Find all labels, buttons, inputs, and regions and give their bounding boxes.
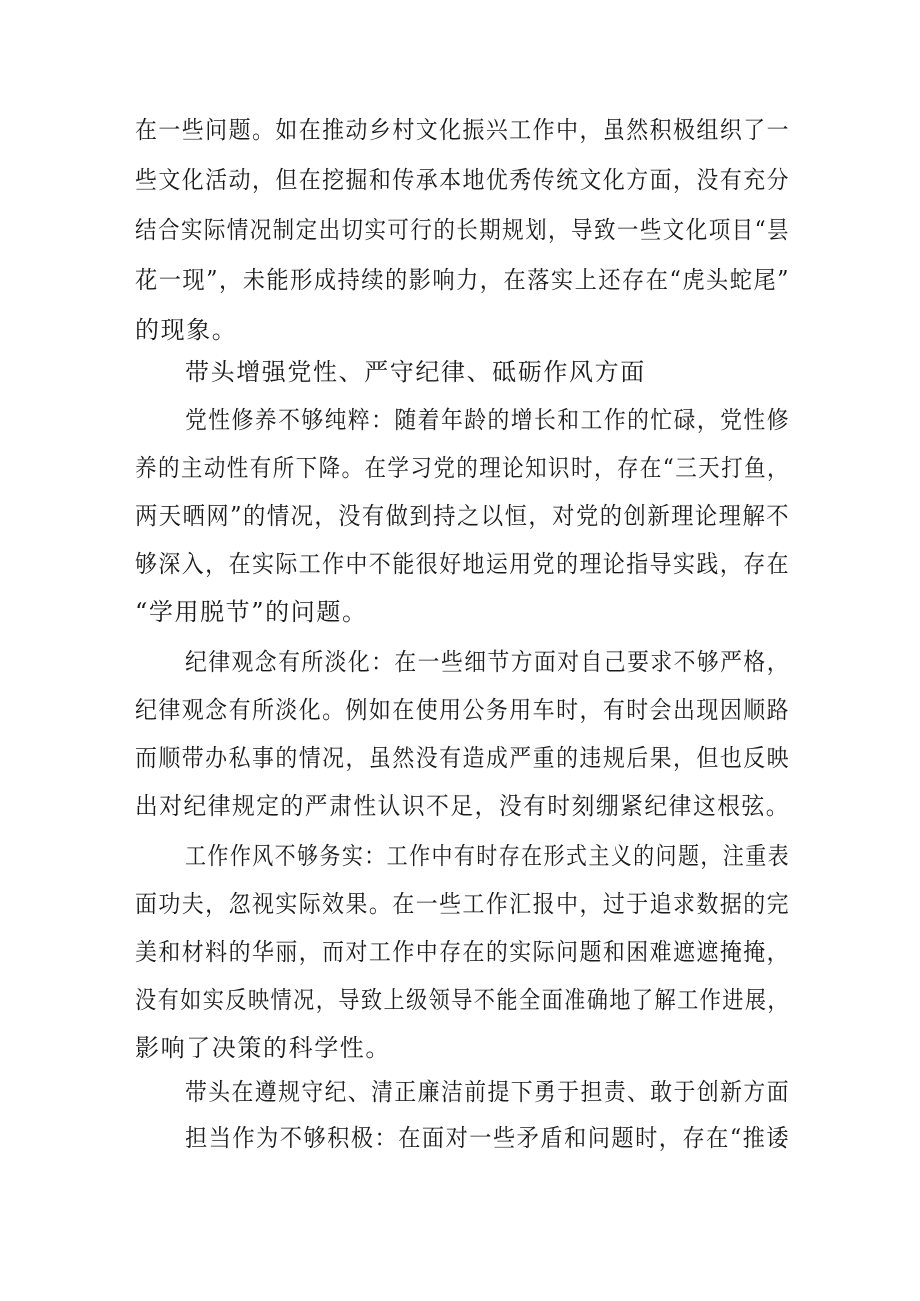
text-line xyxy=(0,588,920,636)
text-line-content: 花一现”，未能形成持续的影响力，在落实上还存在“虎头蛇尾” xyxy=(135,266,791,294)
text-line-content: 结合实际情况制定出切实可行的长期规划，导致一些文化项目“昙 xyxy=(135,216,790,244)
text-line-content: 担当作为不够积极：在面对一些矛盾和问题时，存在“推诿 xyxy=(185,1124,791,1152)
text-line-content: 养的主动性有所下降。在学习党的理论知识时，存在“三天打鱼， xyxy=(135,454,790,482)
text-line xyxy=(0,1024,920,1072)
text-line-content: 些文化活动，但在挖掘和传承本地优秀传统文化方面，没有充分 xyxy=(135,166,791,194)
text-line-content: 影响了决策的科学性。 xyxy=(135,1034,391,1062)
text-line xyxy=(0,832,920,880)
text-line xyxy=(0,734,920,782)
section-heading-text: 带头增强党性、严守纪律、砥砺作风方面 xyxy=(185,358,646,386)
text-line xyxy=(0,880,920,928)
text-line xyxy=(0,928,920,976)
text-line-content: 在一些问题。如在推动乡村文化振兴工作中，虽然积极组织了一 xyxy=(135,116,791,144)
text-line-content: “学用脱节”的问题。 xyxy=(135,598,368,626)
text-line-content: 工作作风不够务实：工作中有时存在形式主义的问题，注重表 xyxy=(185,842,791,870)
section-heading-text: 带头在遵规守纪、清正廉洁前提下勇于担责、敢于创新方面 xyxy=(185,1078,790,1106)
text-line-content: 够深入，在实际工作中不能很好地运用党的理论指导实践，存在 xyxy=(135,550,791,578)
text-line xyxy=(0,156,920,204)
text-line-content: 而顺带办私事的情况，虽然没有造成严重的违规后果，但也反映 xyxy=(135,744,791,772)
text-line xyxy=(0,1114,920,1162)
text-line xyxy=(0,106,920,154)
section-heading xyxy=(0,1068,920,1116)
section-heading xyxy=(0,348,920,396)
text-line xyxy=(0,206,920,254)
text-line xyxy=(0,976,920,1024)
text-line-content: 美和材料的华丽，而对工作中存在的实际问题和困难遮遮掩掩， xyxy=(135,938,791,966)
text-line xyxy=(0,638,920,686)
text-line-content: 纪律观念有所淡化。例如在使用公务用车时，有时会出现因顺路 xyxy=(135,696,791,724)
text-line xyxy=(0,396,920,444)
text-line-content: 出对纪律规定的严肃性认识不足，没有时刻绷紧纪律这根弦。 xyxy=(135,792,790,820)
text-line-content: 面功夫，忽视实际效果。在一些工作汇报中，过于追求数据的完 xyxy=(135,890,791,918)
text-line-content: 的现象。 xyxy=(135,316,238,344)
text-line-content: 两天晒网”的情况，没有做到持之以恒，对党的创新理论理解不 xyxy=(135,502,791,530)
text-line xyxy=(0,540,920,588)
text-line xyxy=(0,686,920,734)
text-line xyxy=(0,306,920,354)
text-line-content: 没有如实反映情况，导致上级领导不能全面准确地了解工作进展， xyxy=(135,986,791,1014)
text-line xyxy=(0,256,920,304)
text-line-content: 纪律观念有所淡化：在一些细节方面对自己要求不够严格， xyxy=(185,648,790,676)
text-line xyxy=(0,444,920,492)
text-line xyxy=(0,782,920,830)
text-line xyxy=(0,492,920,540)
text-line-content: 党性修养不够纯粹：随着年龄的增长和工作的忙碌，党性修 xyxy=(185,406,790,434)
